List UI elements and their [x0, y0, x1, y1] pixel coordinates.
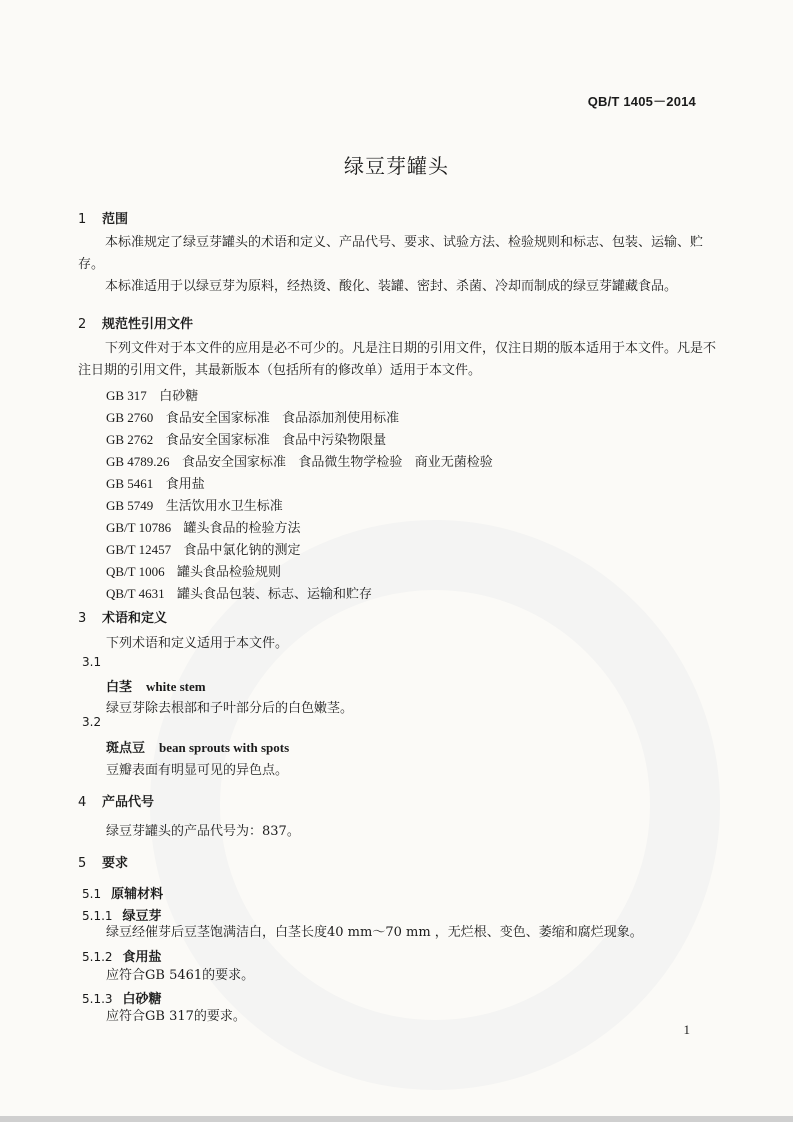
ref-title: 罐头食品检验规则 — [164, 565, 282, 580]
section-2-intro: 下列文件对于本文件的应用是必不可少的。凡是注日期的引用文件，仅注日期的版本适用于本文件。凡是不注日期的引用文件，其最新版本（包括所有的修改单）适用于本文件。 — [78, 341, 717, 378]
clause-5-1-1-body: 绿豆经催芽后豆茎饱满洁白，白茎长度40 mm～70 mm ，无烂根、变色、萎缩和腐烂现象。 — [106, 925, 643, 940]
ref-code: GB/T 12457 — [106, 542, 172, 557]
reference-item — [106, 407, 399, 426]
section-number: 1 — [78, 212, 87, 227]
ref-title: 食品安全国家标准 食品添加剂使用标准 — [153, 411, 400, 426]
section-title: 要求 — [102, 856, 129, 871]
section-3-intro: 下列术语和定义适用于本文件。 — [106, 636, 289, 651]
ref-code: GB/T 10786 — [106, 520, 172, 535]
clause-3-2-number: 3.2 — [82, 715, 102, 729]
clause-title: 白砂糖 — [122, 992, 162, 1007]
term-3-1-definition: 绿豆芽除去根部和子叶部分后的白色嫩茎。 — [106, 701, 354, 716]
term-en: bean sprouts with spots — [159, 740, 290, 755]
section-title: 范围 — [102, 212, 129, 227]
ref-code: QB/T 4631 — [106, 586, 165, 601]
section-3-heading — [78, 607, 167, 626]
section-1-para-1: 本标准规定了绿豆芽罐头的术语和定义、产品代号、要求、试验方法、检验规则和标志、包装、运输、贮存。 — [78, 235, 704, 272]
clause-title: 食用盐 — [122, 950, 162, 965]
term-zh: 白茎 — [106, 680, 133, 695]
ref-title: 食品中氯化钠的测定 — [171, 543, 301, 558]
ref-title: 白砂糖 — [146, 389, 199, 404]
reference-item — [106, 495, 283, 514]
section-2-heading — [78, 313, 193, 332]
section-number: 3 — [78, 611, 87, 626]
term-en: white stem — [146, 679, 206, 694]
ref-title: 生活饮用水卫生标准 — [153, 499, 283, 514]
clause-5-1-2 — [82, 946, 162, 965]
clause-number: 5.1.2 — [82, 950, 113, 964]
section-4-body: 绿豆芽罐头的产品代号为：837。 — [106, 824, 300, 839]
section-title: 产品代号 — [102, 795, 155, 810]
term-3-1 — [106, 676, 206, 695]
section-1-heading — [78, 208, 128, 227]
document-title: 绿豆芽罐头 — [344, 154, 449, 178]
clause-3-1-number: 3.1 — [82, 655, 102, 669]
term-3-2 — [106, 737, 289, 756]
ref-title: 罐头食品包装、标志、运输和贮存 — [164, 587, 373, 602]
reference-item — [106, 473, 205, 492]
clause-title: 绿豆芽 — [122, 909, 162, 924]
ref-code: GB 2760 — [106, 410, 154, 425]
ref-code: GB 317 — [106, 388, 147, 403]
scan-bottom-edge — [0, 1116, 793, 1122]
section-number: 5 — [78, 856, 87, 871]
ref-title: 食用盐 — [153, 477, 205, 492]
ref-code: GB 5749 — [106, 498, 154, 513]
section-number: 4 — [78, 795, 87, 810]
clause-5-1-2-body: 应符合GB 5461的要求。 — [106, 968, 255, 983]
ref-code: QB/T 1006 — [106, 564, 165, 579]
section-title: 规范性引用文件 — [102, 317, 194, 332]
ref-title: 罐头食品的检验方法 — [171, 521, 301, 536]
reference-item — [106, 429, 386, 448]
reference-item — [106, 517, 301, 536]
reference-item — [106, 539, 301, 558]
ref-code: GB 2762 — [106, 432, 154, 447]
ref-title: 食品安全国家标准 食品微生物学检验 商业无菌检验 — [169, 455, 493, 470]
clause-5-1-3-body: 应符合GB 317的要求。 — [106, 1009, 246, 1024]
section-4-heading — [78, 791, 154, 810]
clause-5-1 — [82, 883, 163, 902]
reference-item — [106, 561, 281, 580]
term-3-2-definition: 豆瓣表面有明显可见的异色点。 — [106, 763, 289, 778]
reference-item — [106, 385, 198, 404]
page-number: 1 — [683, 1022, 690, 1037]
section-5-heading — [78, 852, 128, 871]
ref-title: 食品安全国家标准 食品中污染物限量 — [153, 433, 387, 448]
reference-item — [106, 451, 493, 470]
section-1-para-2: 本标准适用于以绿豆芽为原料，经热烫、酸化、装罐、密封、杀菌、冷却而制成的绿豆芽罐藏食品。 — [105, 279, 678, 294]
section-number: 2 — [78, 317, 87, 332]
clause-title: 原辅材料 — [111, 887, 164, 902]
ref-code: GB 5461 — [106, 476, 154, 491]
standard-number: QB/T 1405－2014 — [587, 94, 696, 109]
clause-number: 5.1.3 — [82, 992, 113, 1006]
section-title: 术语和定义 — [102, 611, 168, 626]
reference-item — [106, 583, 372, 602]
clause-number: 5.1 — [82, 887, 102, 901]
ref-code: GB 4789.26 — [106, 454, 170, 469]
term-zh: 斑点豆 — [106, 741, 146, 756]
clause-number: 5.1.1 — [82, 909, 113, 923]
